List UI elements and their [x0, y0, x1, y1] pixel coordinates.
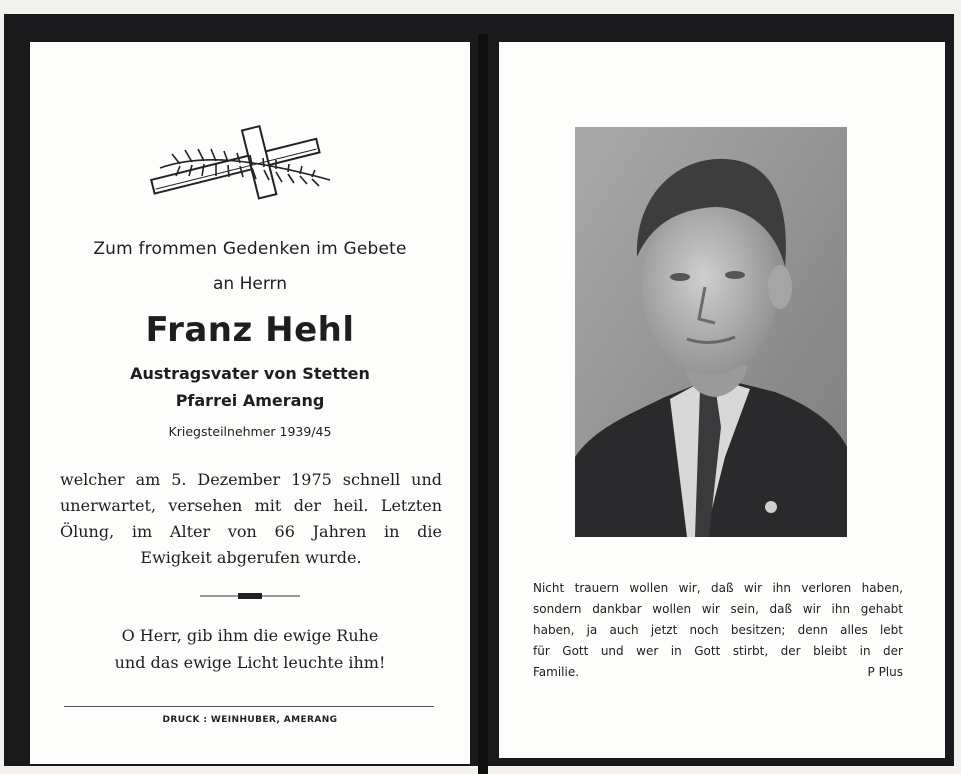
notice-line: unerwartet, versehen mit der heil. Letzten — [60, 496, 442, 515]
notice-line: Ölung, im Alter von 66 Jahren in die — [60, 522, 442, 541]
quote-line: für Gott und wer in Gott stirbt, der bleibt in der — [533, 644, 903, 658]
prayer-line: O Herr, gib ihm die ewige Ruhe — [121, 626, 379, 645]
quote-last-line — [533, 662, 903, 683]
deceased-name: Franz Hehl — [145, 310, 355, 350]
quote-line: Nicht trauern wollen wir, daß wir ihn verloren haben, — [533, 581, 903, 595]
dedication-line: Zum frommen Gedenken im Gebete — [93, 239, 407, 259]
right-panel — [499, 42, 945, 758]
quote — [533, 578, 903, 683]
quote-line: Familie. — [533, 665, 580, 679]
quote-author: P Plus — [867, 665, 903, 679]
quote-line: haben, ja auch jetzt noch besitzen; denn alles lebt — [533, 623, 903, 637]
war-note: Kriegsteilnehmer 1939/45 — [168, 424, 332, 439]
prayer-line: und das ewige Licht leuchte ihm! — [114, 653, 386, 672]
memorial-card — [4, 14, 954, 766]
quote-line: sondern dankbar wollen wir sein, daß wir ihn gehabt — [533, 602, 903, 616]
title-line: Austragsvater von Stetten — [130, 364, 370, 383]
portrait-photo — [575, 127, 847, 537]
divider-ornament — [200, 592, 300, 600]
parish-line: Pfarrei Amerang — [175, 391, 325, 410]
printer-credit: DRUCK : WEINHUBER, AMERANG — [162, 715, 338, 725]
notice-line: Ewigkeit abgerufen wurde. — [140, 548, 362, 567]
death-notice — [60, 467, 442, 571]
prayer — [70, 622, 430, 676]
left-panel — [30, 42, 470, 764]
card-fold — [478, 34, 488, 774]
portrait-man-icon — [575, 127, 847, 537]
footer-rule — [64, 706, 434, 707]
addressee-line: an Herrn — [213, 274, 287, 294]
notice-line: welcher am 5. Dezember 1975 schnell und — [60, 470, 442, 489]
cross-with-palm-icon — [140, 124, 340, 204]
